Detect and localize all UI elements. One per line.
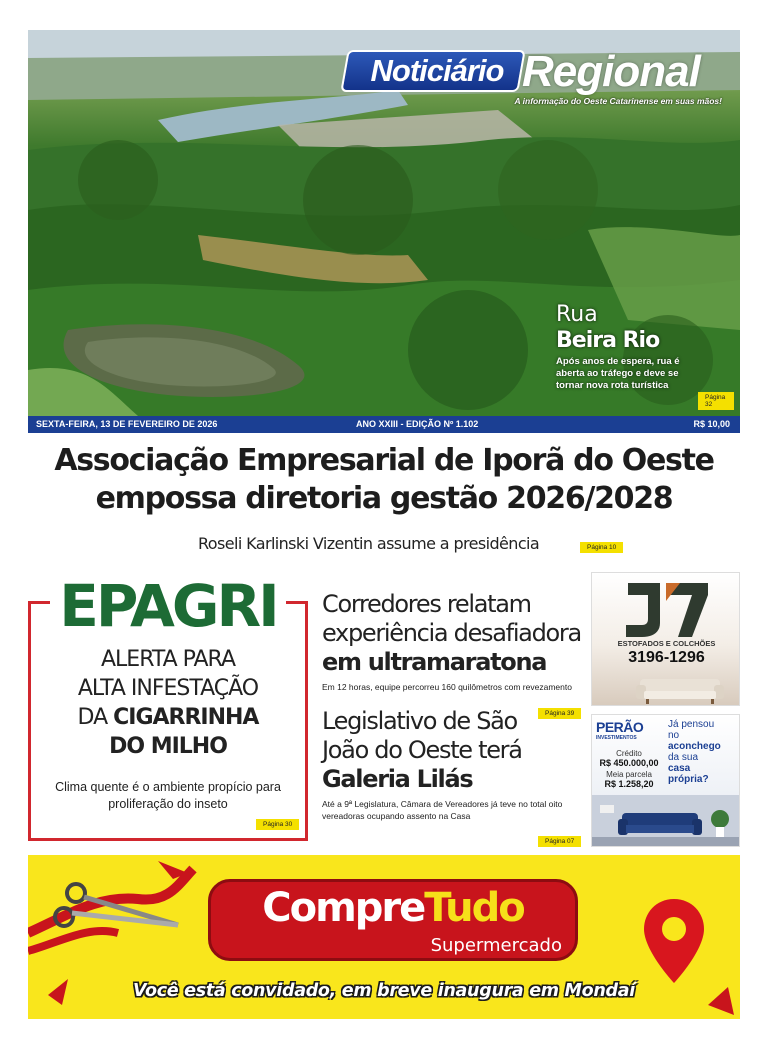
legislative-story[interactable] xyxy=(322,707,584,845)
compretudo-subtitle: Supermercado xyxy=(430,935,562,956)
perao-q-bold3: própria? xyxy=(668,774,709,785)
legislative-headline-line2: João do Oeste terá xyxy=(322,736,522,764)
lead-headline-line2: empossa diretoria gestão 2026/2028 xyxy=(95,481,673,516)
legislative-page-tag: Página 07 xyxy=(538,836,581,847)
compretudo-cta: Você está convidado, em breve inaugura em Mondaí xyxy=(133,981,635,1001)
j7-logo-text: J7 xyxy=(667,619,669,620)
ultramarathon-story[interactable] xyxy=(322,590,584,717)
epagri-page-tag: Página 30 xyxy=(256,819,299,830)
masthead-title-part2: Regional xyxy=(522,47,700,96)
living-room-image xyxy=(592,795,740,847)
perao-brand xyxy=(596,719,662,741)
perao-q-bold2: casa xyxy=(668,763,691,774)
masthead xyxy=(344,44,728,118)
perao-installment-label: Meia parcela xyxy=(606,770,652,779)
ad-compretudo[interactable] xyxy=(28,855,740,1019)
location-pin-icon xyxy=(642,897,706,985)
ultramarathon-page-tag: Página 39 xyxy=(538,708,581,719)
ad-j7-estofados[interactable] xyxy=(591,572,740,706)
j7-phone: 3196-1296 xyxy=(628,649,705,666)
perao-q-bold1: aconchego xyxy=(668,741,721,752)
epagri-dek: Clima quente é o ambiente propício para proliferação do inseto xyxy=(55,780,281,811)
ultramarathon-dek: Em 12 horas, equipe percorreu 160 quilômetros com revezamento xyxy=(322,682,572,692)
hero-story[interactable] xyxy=(556,302,734,408)
ultramarathon-headline-bold xyxy=(322,648,584,677)
legislative-dek: Até a 9ª Legislatura, Câmara de Vereadores já teve no total oito vereadoras ocupando assento na Casa xyxy=(322,799,563,821)
epagri-line3-bold: CIGARRINHA xyxy=(113,705,259,730)
perao-question xyxy=(668,719,738,785)
epagri-headline-line1: ALERTA PARA xyxy=(100,647,236,672)
lead-headline-line1: Associação Empresarial de Iporã do Oeste xyxy=(54,443,714,478)
legislative-headline-bold-text: Galeria Lilás xyxy=(322,765,473,793)
compretudo-brand xyxy=(208,885,578,931)
epagri-line3-prefix: DA xyxy=(77,705,108,730)
j7-name: ESTOFADOS E COLCHÕES xyxy=(617,639,716,648)
hero-photo xyxy=(28,30,740,416)
perao-brand-sub: INVESTIMENTOS xyxy=(596,735,637,741)
perao-credit-value: R$ 450.000,00 xyxy=(599,758,659,768)
issue-price: R$ 10,00 xyxy=(693,419,730,429)
ultramarathon-headline-bold-text: em ultramaratona xyxy=(322,648,547,676)
hero-story-page-tag: Página 32 xyxy=(698,392,734,410)
j7-logo xyxy=(620,579,714,639)
masthead-tagline: A informação do Oeste Catarinense em suas mãos! xyxy=(514,96,722,106)
hero-story-headline: Beira Rio xyxy=(556,328,660,353)
perao-q-line3: da sua xyxy=(668,752,699,763)
masthead-title-part1: Noticiário xyxy=(370,53,504,88)
compretudo-brand-part2: Tudo xyxy=(424,885,524,931)
ad-perao-investimentos[interactable] xyxy=(591,714,740,847)
perao-installment-value: R$ 1.258,20 xyxy=(604,779,654,789)
epagri-headline-line2: ALTA INFESTAÇÃO xyxy=(77,676,259,701)
lead-subhead: Roseli Karlinski Vizentin assume a presidência xyxy=(198,534,540,553)
ultramarathon-headline-line1: Corredores relatam xyxy=(322,590,531,618)
perao-q-line2: no xyxy=(668,730,680,741)
epagri-brand: EPAGRI xyxy=(59,572,277,640)
dateline-bar xyxy=(28,416,740,433)
lead-story[interactable] xyxy=(28,442,740,553)
perao-credit-label: Crédito xyxy=(616,749,642,758)
ultramarathon-headline-line2: experiência desafiadora xyxy=(322,619,581,647)
hero-story-dek: Após anos de espera, rua é aberta ao tráfego e deve se tornar nova rota turística xyxy=(556,356,680,391)
legislative-headline-bold xyxy=(322,765,584,794)
scissors-icon xyxy=(55,884,178,926)
lead-page-tag: Página 10 xyxy=(580,542,623,553)
issue-date: SEXTA-FEIRA, 13 DE FEVEREIRO DE 2026 xyxy=(36,419,218,429)
legislative-headline-line1: Legislativo de São xyxy=(322,707,517,735)
hero-story-kicker: Rua xyxy=(556,302,598,327)
epagri-headline-line4: DO MILHO xyxy=(109,734,227,759)
issue-edition: ANO XXIII - EDIÇÃO Nº 1.102 xyxy=(356,419,479,429)
sofa-image xyxy=(632,671,728,705)
epagri-story[interactable] xyxy=(28,573,308,841)
perao-q-line1: Já pensou xyxy=(668,719,715,730)
compretudo-brand-part1: Compre xyxy=(262,885,425,931)
epagri-headline-line3 xyxy=(28,703,308,732)
perao-brand-name: PERÃO xyxy=(596,719,644,735)
